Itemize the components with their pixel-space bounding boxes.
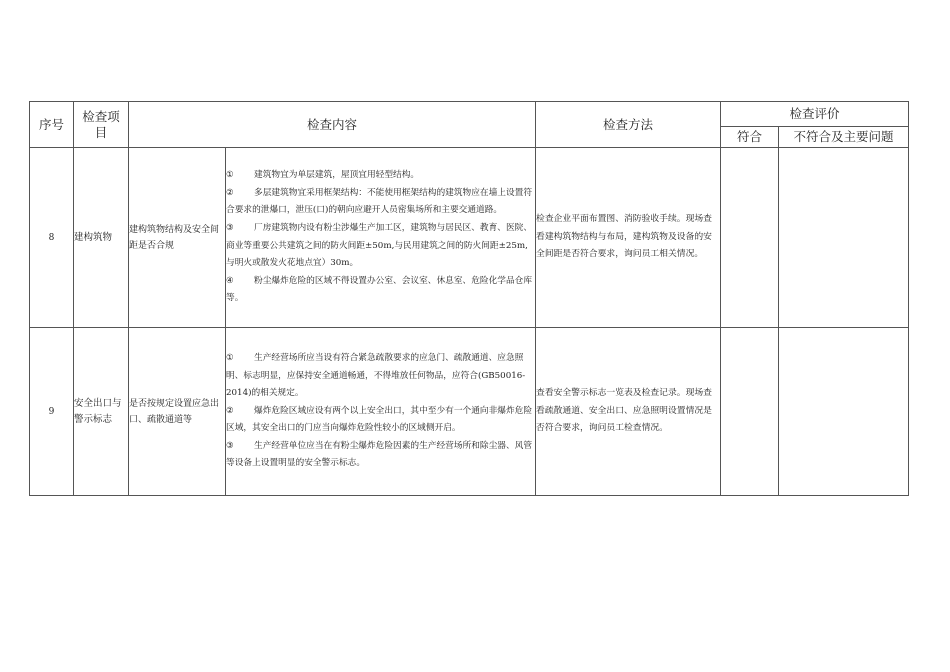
row-nonconform bbox=[779, 328, 909, 496]
row-item: 建构筑物 bbox=[74, 148, 129, 328]
row-method: 查看安全警示标志一览表及检查记录。现场查看疏散通道、安全出口、应急照明设置情况是否符合要求，询问员工检查情况。 bbox=[536, 328, 721, 496]
row-conform bbox=[721, 328, 779, 496]
row-seq: 9 bbox=[30, 328, 74, 496]
row-item: 安全出口与警示标志 bbox=[74, 328, 129, 496]
header-content: 检查内容 bbox=[129, 102, 536, 148]
content-point: ③ 厂房建筑物内设有粉尘涉爆生产加工区，建筑物与居民区、教育、医院、商业等重要公共建筑之间的防火间距±50m,与民用建筑之间的防火间距±25m,与明火或散发火花地点宜）30m。 bbox=[226, 222, 532, 269]
row-requirement: 建构筑物结构及安全间距是否合规 bbox=[129, 148, 226, 328]
inspection-table bbox=[29, 101, 909, 496]
content-point: ② 爆炸危险区域应设有两个以上安全出口，其中至少有一个通向非爆炸危险区域，其安全出口的门应当向爆炸危险性较小的区域侧开启。 bbox=[226, 405, 532, 434]
content-point: ① 建筑物宜为单层建筑，屋顶宜用轻型结构。 bbox=[226, 170, 420, 181]
row-method: 检查企业平面布置图、消防验收手续。现场查看建构筑物结构与布局，建构筑物及设备的安全间距是否符合要求，询问员工相关情况。 bbox=[536, 148, 721, 328]
row-seq: 8 bbox=[30, 148, 74, 328]
header-evaluation: 检查评价 bbox=[721, 102, 909, 127]
header-method: 检查方法 bbox=[536, 102, 721, 148]
content-point: ③ 生产经营单位应当在有粉尘爆炸危险因素的生产经营场所和除尘器、风管等设备上设置明显的安全警示标志。 bbox=[226, 440, 532, 469]
header-conform: 符合 bbox=[721, 127, 779, 148]
table-row bbox=[30, 148, 909, 328]
row-content bbox=[226, 148, 536, 328]
content-point: ① 生产经营场所应当设有符合紧急疏散要求的应急门、疏散通道、应急照明、标志明显，应保持安全通道畅通，不得堆放任何物品，应符合(GB50016-2014)的相关规定。 bbox=[226, 352, 526, 399]
row-content bbox=[226, 328, 536, 496]
header-seq: 序号 bbox=[30, 102, 74, 148]
header-nonconform: 不符合及主要问题 bbox=[779, 127, 909, 148]
table-row bbox=[30, 328, 909, 496]
row-requirement: 是否按规定设置应急出口、疏散通道等 bbox=[129, 328, 226, 496]
row-nonconform bbox=[779, 148, 909, 328]
content-point: ④ 粉尘爆炸危险的区域不得设置办公室、会议室、休息室、危险化学品仓库等。 bbox=[226, 275, 532, 304]
content-point: ② 多层建筑物宜采用框架结构：不能使用框架结构的建筑物应在墙上设置符合要求的泄爆口，泄压(口)的朝向应避开人员密集场所和主要交通道路。 bbox=[226, 187, 532, 216]
header-item: 检查项目 bbox=[74, 102, 129, 148]
row-conform bbox=[721, 148, 779, 328]
